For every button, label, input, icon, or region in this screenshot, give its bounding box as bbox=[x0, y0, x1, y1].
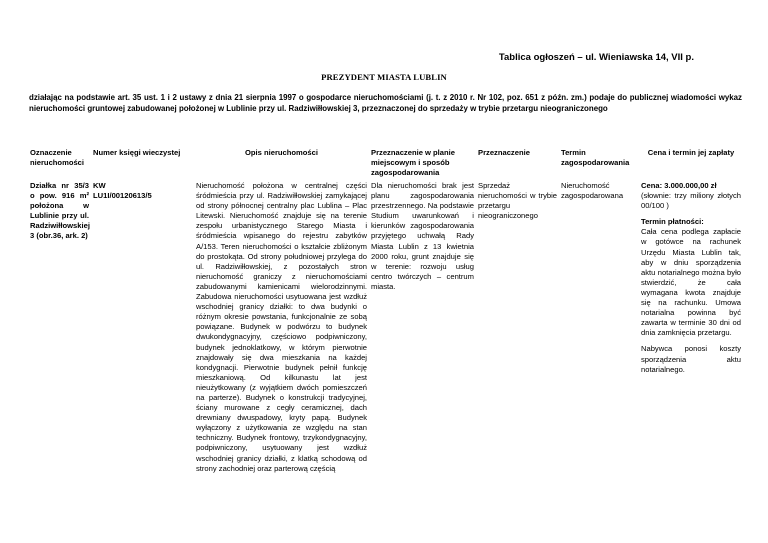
cell-designation: Działka nr 35/3 o pow. 916 m² położona w Lublinie przy ul. Radziwiłłowskiej 3 (obr.36, ark. 2) bbox=[30, 181, 90, 241]
table-header-row bbox=[28, 147, 743, 180]
cell-registry bbox=[91, 180, 194, 475]
cell-price bbox=[639, 180, 743, 475]
header-designation: Oznaczenie nieruchomości bbox=[30, 148, 85, 168]
price-words: (słownie: trzy miliony złotych 00/100 ) bbox=[641, 191, 741, 211]
registry-prefix: KW bbox=[93, 181, 106, 190]
cell-purpose: Sprzedaż nieruchomości w trybie przetargu nieograniczonego bbox=[478, 181, 557, 221]
price-label: Cena: bbox=[641, 181, 663, 190]
payment-heading: Termin płatności: bbox=[641, 217, 704, 227]
header-description: Opis nieruchomości bbox=[244, 148, 318, 157]
table-row bbox=[28, 180, 743, 475]
property-table bbox=[28, 147, 743, 475]
cost-text: Nabywca ponosi koszty sporządzenia aktu notarialnego. bbox=[641, 344, 741, 374]
price-line bbox=[641, 181, 741, 191]
price-value: 3.000.000,00 zł bbox=[664, 181, 717, 190]
intro-paragraph: działając na podstawie art. 35 ust. 1 i 2 ustawy z dnia 21 sierpnia 1997 o gospodarce nieruchomościami (j. t. z 2010 r. Nr 102, poz. 651 z późn. zm.) podaje do publicznej wiadomości wykaz nieruchomości gruntowej zabudowanej położonej w Lublinie przy ul. Radziwiłłowskiej 3, przeznaczonej do sprzedaży w trybie przetargu nieograniczonego bbox=[29, 93, 742, 113]
board-location: Tablica ogłoszeń – ul. Wieniawska 14, VII p. bbox=[498, 52, 694, 63]
cell-plan: Dla nieruchomości brak jest planu zagospodarowania przestrzennego. Na podstawie Studium uwarunkowań i kierunków zagospodarowania przyjętego uchwałą Rady Miasta Lublin z 13 kwietnia 2000 roku, grunt znajduje się w terenie: rozwoju usług centro twórczych – centrum miasta. bbox=[371, 181, 474, 291]
payment-text: Cała cena podlega zapłacie w gotówce na rachunek Urzędu Miasta Lublin tak, aby w dniu sporządzenia aktu notarialnego można było stwierdzić, że cała wymagana kwota znajduje się na rachunku. Umowa notarialna powinna być zawarta w terminie 30 dni od dnia zamknięcia przetargu. bbox=[641, 227, 741, 338]
registry-number: LU1I/00120613/5 bbox=[93, 191, 152, 201]
header-registry: Numer księgi wieczystej bbox=[93, 148, 181, 157]
page-title: PREZYDENT MIASTA LUBLIN bbox=[321, 72, 447, 82]
header-purpose: Przeznaczenie bbox=[478, 148, 530, 157]
header-term: Termin zagospodarowania bbox=[561, 148, 630, 168]
cell-description: Nieruchomość położona w centralnej części śródmieścia przy ul. Radziwiłłowskiej zamykającej od strony północnej centralny plac Lublina – Plac Litewski. Nieruchomość znajduje się na terenie zespołu urbanistycznego Starego Miasta i śródmieścia wpisanego do rejestru zabytków A/153. Teren nieruchomości o kształcie zbliżonym do prostokąta. Od strony południowej przylega do ul. Radziwiłłowskiej, z pozostałych stron nieruchomość graniczy z nieruchomościami zabudowanymi kamienicami wielorodzinnymi. Zabudowa nieruchomości usytuowana jest wzdłuż wschodniej granicy działki: to dwa budynki o różnym okresie powstania, funkcjonalnie ze sobą powiązane. Budynek w podwórzu to budynek dwukondygnacyjny, częściowo podpiwniczony, budynek jednoklatkowy, w którym pierwotnie znajdowały się dwa mieszkania na każdej kondygnacji. Pierwotnie budynek pełnił funkcję mieszkaniową. Od kilkunastu lat jest nieużytkowany (z wyjątkiem dwóch pomieszczeń na parterze). Budynek o konstrukcji tradycyjnej, ściany murowane z cegły ceramicznej, dach drewniany dwuspadowy, kryty papą. Budynek wyłączony z użytkowania ze względu na stan techniczny. Budynek frontowy, trzykondygnacyjny, podpiwniczony, usytuowany jest wzdłuż wschodniej granicy działki, z klatką schodową od strony zachodniej oraz parterową częścią bbox=[196, 181, 367, 473]
header-plan: Przeznaczenie w planie miejscowym i sposób zagospodarowania bbox=[371, 148, 455, 178]
cell-term: Nieruchomość zagospodarowana bbox=[561, 181, 624, 201]
header-price: Cena i termin jej zapłaty bbox=[647, 148, 735, 157]
